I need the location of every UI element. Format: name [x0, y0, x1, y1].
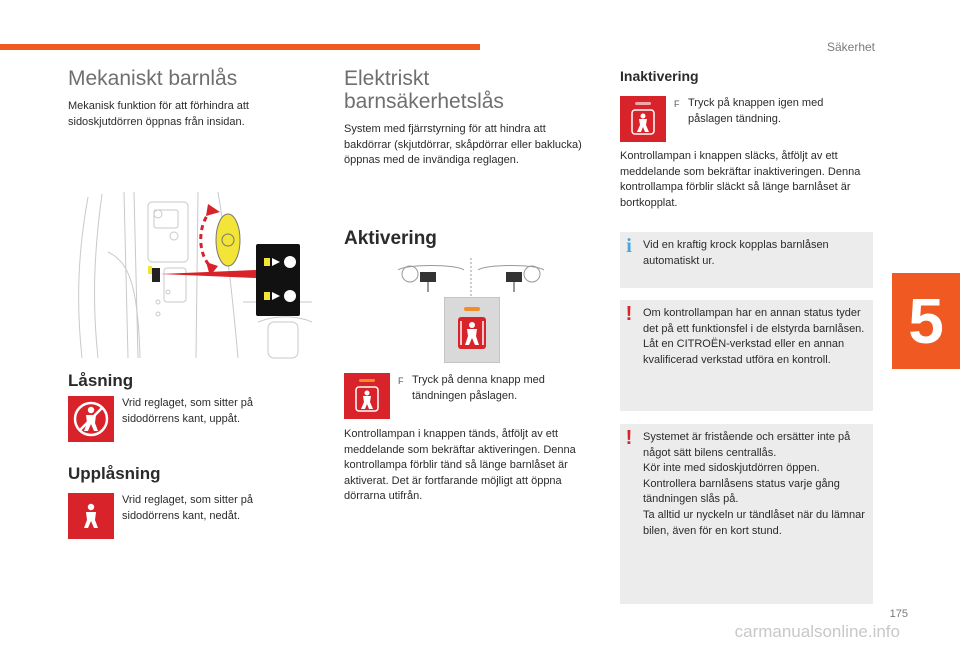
mechanical-title: Mekaniskt barnlås: [68, 67, 238, 90]
child-lock-unlocked-icon: [68, 493, 114, 539]
activation-step: [398, 373, 588, 404]
warning-note-lamp-text: Om kontrollampan har en annan status tyder det på ett funktionsfel i de elstyrda barnlåsen. Låt en CITROËN-verkstad eller en annan kvalificerad verkstad utföra en kontroll.: [643, 307, 865, 366]
activation-title: Aktivering: [344, 228, 437, 249]
watermark: carmanualsonline.info: [734, 622, 900, 641]
info-icon: i: [626, 235, 632, 257]
unlocking-title: Upplåsning: [68, 464, 161, 483]
warning-note-lamp-status: [620, 300, 873, 411]
page-number: 175: [889, 608, 908, 620]
electric-title-line2: barnsäkerhetslås: [344, 90, 504, 113]
electric-title-line1: Elektriskt: [344, 67, 430, 90]
section-name: Säkerhet: [826, 40, 875, 54]
deactivation-step: [674, 96, 864, 127]
locking-title: Låsning: [68, 371, 134, 390]
info-note: [620, 232, 873, 288]
dashboard-switch-location-diagram: [396, 258, 546, 298]
warning-icon: !: [625, 303, 633, 325]
electric-intro: System med fjärrstyrning för att hindra att bakdörrar (skjutdörrar, skåpdörrar eller baklucka) öppnas med de invändiga reglagen.: [344, 123, 582, 167]
warning-icon: !: [625, 427, 633, 449]
locking-text: Vrid reglaget, som sitter på sidodörrens kant, uppåt.: [122, 397, 254, 425]
unlocking-text: Vrid reglaget, som sitter på sidodörrens kant, nedåt.: [122, 494, 254, 522]
info-note-text: Vid en kraftig krock kopplas barnlåsen automatiskt ur.: [643, 239, 829, 267]
child-lock-button-icon-deactivation: [620, 96, 666, 142]
warning-note-system-text: Systemet är fristående och ersätter inte på något sätt bilens centrallås. Kör inte med sidoskjutdörren öppen. Kontrollera barnlåsens status varje gång tändningen slås på. Ta alltid ur nyckeln ur tändlåset när du lämnar bilen, även för en kort stund.: [643, 431, 865, 537]
header-accent-bar: [0, 44, 480, 50]
mechanical-intro: Mekanisk funktion för att förhindra att sidoskjutdörren öppnas från insidan.: [68, 100, 249, 128]
door-lock-illustration: [68, 192, 312, 360]
deactivation-step-text: Tryck på knappen igen med påslagen tändning.: [688, 97, 824, 125]
child-lock-button-icon-activation: [344, 373, 390, 419]
child-lock-locked-icon: [68, 396, 114, 442]
bullet-marker: F: [398, 376, 404, 386]
bullet-marker: F: [674, 99, 680, 109]
deactivation-title: Inaktivering: [620, 68, 699, 84]
activation-step-text: Tryck på denna knapp med tändningen påslagen.: [412, 374, 545, 402]
warning-note-independent-system: [620, 424, 873, 604]
electric-child-lock-button-image: [444, 297, 500, 363]
activation-text: Kontrollampan i knappen tänds, åtföljt av ett meddelande som bekräftar aktiveringen. Denna kontrollampa förblir tänd så länge barnlåset är aktiverat. Det är fortfarande möjligt att öppna dörrarna utifrån.: [344, 428, 576, 503]
deactivation-text: Kontrollampan i knappen släcks, åtföljt av ett meddelande som bekräftar inaktiveringen. Denna kontrollampa förblir släckt så länge barnlåset är bortkopplat.: [620, 150, 861, 209]
chapter-tab: 5: [892, 273, 960, 369]
